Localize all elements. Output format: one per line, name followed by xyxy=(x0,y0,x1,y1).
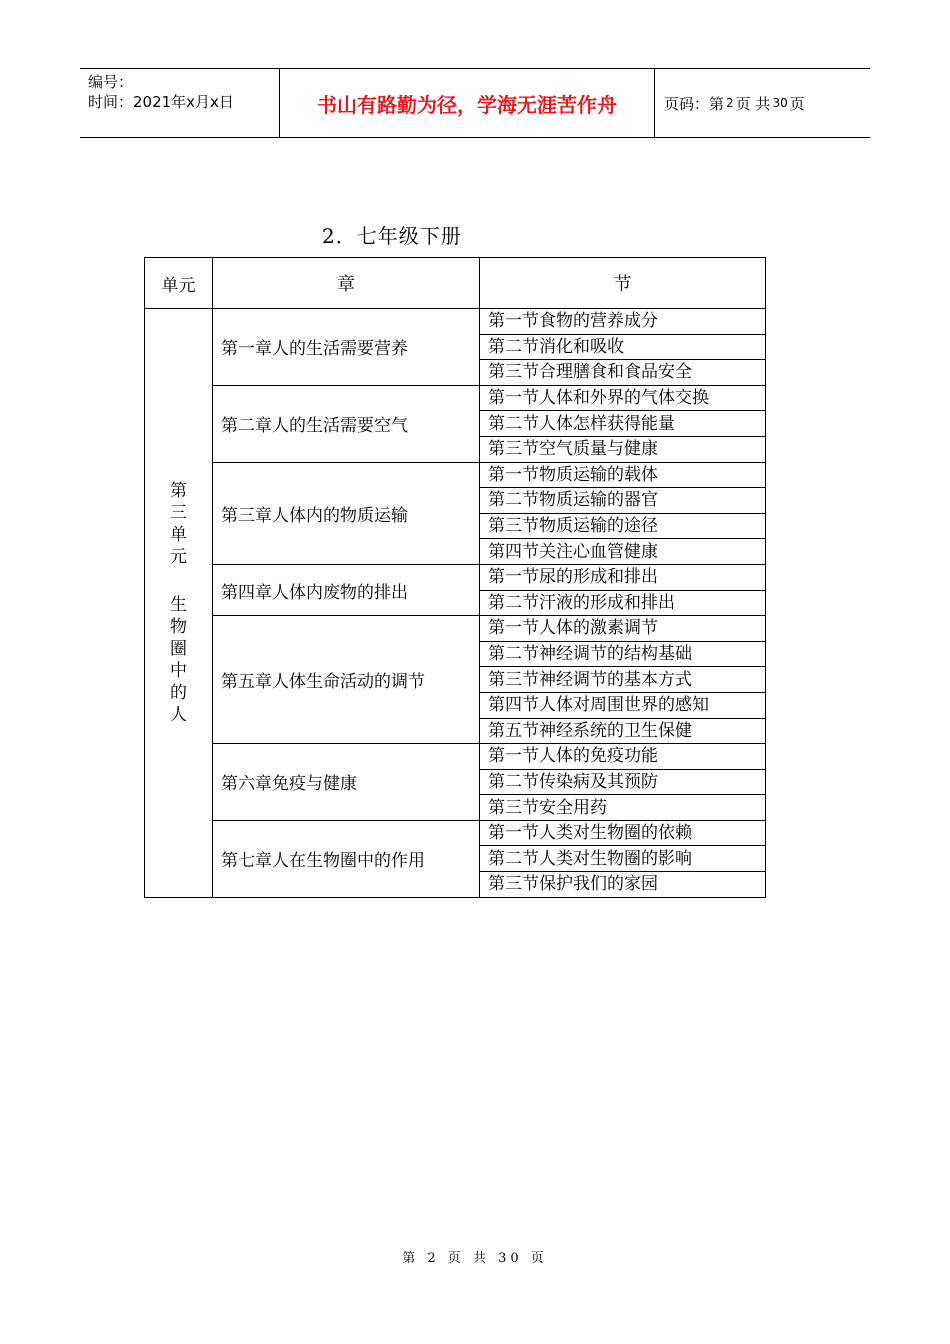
table-row xyxy=(145,820,766,846)
section-title-cell: 第三节合理膳食和食品安全 xyxy=(480,360,766,386)
unit-char: 中 xyxy=(170,660,187,681)
section-title-cell: 第二节人体怎样获得能量 xyxy=(480,411,766,437)
chapter-title: 第一章人的生活需要营养 xyxy=(213,309,480,386)
section-title-cell: 第二节传染病及其预防 xyxy=(480,769,766,795)
unit-char: 三 xyxy=(170,502,187,523)
page-header xyxy=(80,68,870,138)
page-total: 30 xyxy=(772,96,788,110)
section-title-cell: 第一节人类对生物圈的依赖 xyxy=(480,820,766,846)
page-current: 2 xyxy=(726,96,734,110)
unit-char: 圈 xyxy=(170,638,187,659)
header-page-indicator xyxy=(654,69,870,137)
unit-gap xyxy=(169,568,189,594)
unit-char: 的 xyxy=(170,682,187,703)
section-title-cell: 第一节尿的形成和排出 xyxy=(480,564,766,590)
section-title-cell: 第二节物质运输的器官 xyxy=(480,488,766,514)
table-row xyxy=(145,309,766,335)
section-title-cell: 第一节食物的营养成分 xyxy=(480,309,766,335)
chapter-title: 第四章人体内废物的排出 xyxy=(213,564,480,615)
table-row xyxy=(145,564,766,590)
footer-suffix: 页 xyxy=(530,1251,548,1266)
unit-char: 物 xyxy=(170,616,187,637)
section-title-cell: 第五节神经系统的卫生保健 xyxy=(480,718,766,744)
contents-table xyxy=(144,257,766,898)
table-row xyxy=(145,462,766,488)
section-title-cell: 第一节人体和外界的气体交换 xyxy=(480,385,766,411)
section-title-cell: 第三节空气质量与健康 xyxy=(480,436,766,462)
header-section: 节 xyxy=(480,258,766,309)
header-chapter: 章 xyxy=(213,258,480,309)
table-row xyxy=(145,616,766,642)
footer-mid: 页 共 xyxy=(447,1251,490,1266)
number-label: 编号： xyxy=(88,73,134,91)
chapter-title: 第七章人在生物圈中的作用 xyxy=(213,820,480,897)
unit-char: 单 xyxy=(170,524,187,545)
header-meta xyxy=(80,69,280,137)
unit-char: 元 xyxy=(170,546,187,567)
section-title-cell: 第四节关注心血管健康 xyxy=(480,539,766,565)
section-title-cell: 第二节神经调节的结构基础 xyxy=(480,641,766,667)
section-title-cell: 第三节保护我们的家园 xyxy=(480,872,766,898)
section-title-cell: 第三节物质运输的途径 xyxy=(480,513,766,539)
header-motto: 书山有路勤为径，学海无涯苦作舟 xyxy=(280,69,655,137)
footer-current: 2 xyxy=(427,1251,440,1266)
page-mid: 页 共 xyxy=(735,94,771,113)
table-row xyxy=(145,744,766,770)
chapter-title: 第二章人的生活需要空气 xyxy=(213,385,480,462)
unit-cell xyxy=(145,309,213,898)
table-row xyxy=(145,385,766,411)
section-title-cell: 第二节消化和吸收 xyxy=(480,334,766,360)
section-title-cell: 第三节神经调节的基本方式 xyxy=(480,667,766,693)
section-title: 2．七年级下册 xyxy=(322,224,462,248)
footer-total: 30 xyxy=(498,1251,523,1266)
chapter-title: 第五章人体生命活动的调节 xyxy=(213,616,480,744)
table-header-row xyxy=(145,258,766,309)
section-title-cell: 第三节安全用药 xyxy=(480,795,766,821)
section-title-cell: 第一节人体的免疫功能 xyxy=(480,744,766,770)
section-title-cell: 第二节人类对生物圈的影响 xyxy=(480,846,766,872)
footer-prefix: 第 xyxy=(402,1251,420,1266)
unit-char: 人 xyxy=(170,704,187,725)
date-label: 时间：2021年x月x日 xyxy=(88,93,234,111)
unit-char: 第 xyxy=(170,480,187,501)
section-title-cell: 第二节汗液的形成和排出 xyxy=(480,590,766,616)
section-title-cell: 第一节物质运输的载体 xyxy=(480,462,766,488)
page-suffix: 页 xyxy=(789,94,805,113)
unit-name-vertical xyxy=(169,480,189,726)
header-unit: 单元 xyxy=(145,258,213,309)
page-footer xyxy=(0,1247,950,1266)
section-title-cell: 第一节人体的激素调节 xyxy=(480,616,766,642)
chapter-title: 第六章免疫与健康 xyxy=(213,744,480,821)
page-prefix: 页码：第 xyxy=(664,94,725,113)
unit-char: 生 xyxy=(170,594,187,615)
chapter-title: 第三章人体内的物质运输 xyxy=(213,462,480,564)
section-title-cell: 第四节人体对周围世界的感知 xyxy=(480,692,766,718)
